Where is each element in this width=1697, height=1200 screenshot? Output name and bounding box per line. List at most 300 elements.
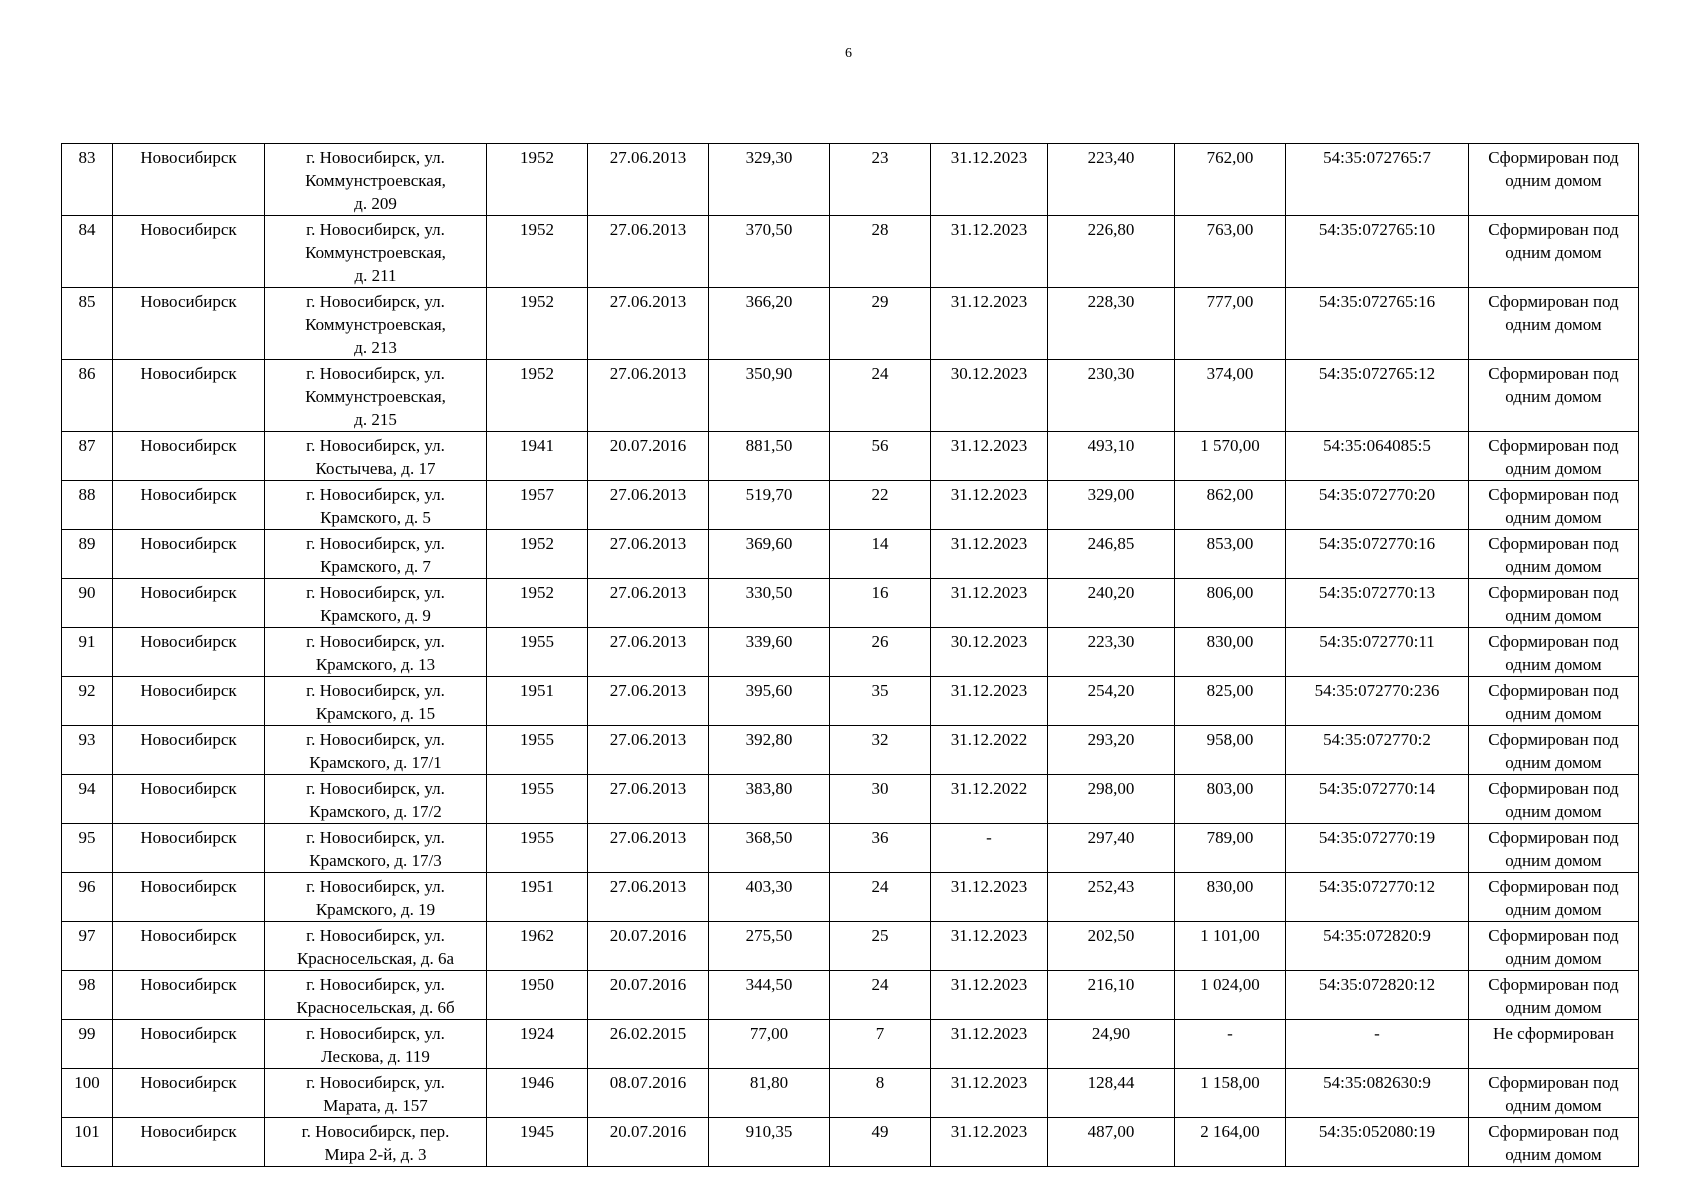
table-row bbox=[62, 922, 1639, 971]
city-cell: Новосибирск bbox=[113, 360, 265, 432]
table-row bbox=[62, 1020, 1639, 1069]
table-row bbox=[62, 873, 1639, 922]
address-cell-line: д. 213 bbox=[354, 338, 397, 357]
cadastral-number-cell: 54:35:082630:9 bbox=[1286, 1069, 1469, 1118]
cadastral-number-cell: 54:35:064085:5 bbox=[1286, 432, 1469, 481]
plot-status-cell-line: Сформирован под bbox=[1488, 364, 1619, 383]
address-cell-line: Лескова, д. 119 bbox=[321, 1047, 430, 1066]
address-cell-line: г. Новосибирск, ул. bbox=[306, 877, 445, 896]
plot-area-cell: - bbox=[1175, 1020, 1286, 1069]
row-number-cell: 101 bbox=[62, 1118, 113, 1167]
address-cell-line: г. Новосибирск, пер. bbox=[301, 1122, 450, 1141]
plot-area-cell: 830,00 bbox=[1175, 628, 1286, 677]
address-cell-line: г. Новосибирск, ул. bbox=[306, 436, 445, 455]
address-cell-line: Крамского, д. 17/3 bbox=[309, 851, 442, 870]
living-area-cell: 252,43 bbox=[1048, 873, 1175, 922]
plot-status-cell-line: одним домом bbox=[1505, 998, 1602, 1017]
plot-area-cell: 806,00 bbox=[1175, 579, 1286, 628]
table-row bbox=[62, 432, 1639, 481]
plot-status-cell bbox=[1469, 922, 1639, 971]
plot-status-cell-line: Сформирован под bbox=[1488, 632, 1619, 651]
plot-status-cell-line: одним домом bbox=[1505, 171, 1602, 190]
city-cell: Новосибирск bbox=[113, 144, 265, 216]
address-cell bbox=[265, 873, 487, 922]
address-cell-line: Коммунстроевская, bbox=[305, 243, 446, 262]
row-number-cell: 93 bbox=[62, 726, 113, 775]
year-cell: 1952 bbox=[487, 216, 588, 288]
plot-status-cell-line: одним домом bbox=[1505, 949, 1602, 968]
address-cell-line: г. Новосибирск, ул. bbox=[306, 632, 445, 651]
plot-status-cell-line: Сформирован под bbox=[1488, 534, 1619, 553]
address-cell-line: д. 209 bbox=[354, 194, 397, 213]
city-cell: Новосибирск bbox=[113, 726, 265, 775]
row-number-cell: 84 bbox=[62, 216, 113, 288]
date-cell: 27.06.2013 bbox=[588, 873, 709, 922]
area-cell: 344,50 bbox=[709, 971, 830, 1020]
address-cell-line: г. Новосибирск, ул. bbox=[306, 975, 445, 994]
city-cell: Новосибирск bbox=[113, 971, 265, 1020]
address-cell-line: г. Новосибирск, ул. bbox=[306, 220, 445, 239]
residents-cell: 32 bbox=[830, 726, 931, 775]
plot-status-cell-line: одним домом bbox=[1505, 606, 1602, 625]
row-number-cell: 90 bbox=[62, 579, 113, 628]
residents-cell: 24 bbox=[830, 360, 931, 432]
year-cell: 1945 bbox=[487, 1118, 588, 1167]
residents-cell: 29 bbox=[830, 288, 931, 360]
plot-status-cell-line: Сформирован под bbox=[1488, 220, 1619, 239]
year-cell: 1962 bbox=[487, 922, 588, 971]
plot-area-cell: 789,00 bbox=[1175, 824, 1286, 873]
living-area-cell: 493,10 bbox=[1048, 432, 1175, 481]
date-cell: 27.06.2013 bbox=[588, 360, 709, 432]
area-cell: 881,50 bbox=[709, 432, 830, 481]
plot-status-cell-line: одним домом bbox=[1505, 1145, 1602, 1164]
living-area-cell: 216,10 bbox=[1048, 971, 1175, 1020]
residents-cell: 7 bbox=[830, 1020, 931, 1069]
row-number-cell: 87 bbox=[62, 432, 113, 481]
plot-area-cell: 853,00 bbox=[1175, 530, 1286, 579]
address-cell bbox=[265, 1069, 487, 1118]
residents-cell: 26 bbox=[830, 628, 931, 677]
date-cell: 26.02.2015 bbox=[588, 1020, 709, 1069]
row-number-cell: 94 bbox=[62, 775, 113, 824]
date-cell: 27.06.2013 bbox=[588, 288, 709, 360]
residents-cell: 8 bbox=[830, 1069, 931, 1118]
area-cell: 910,35 bbox=[709, 1118, 830, 1167]
address-cell-line: Крамского, д. 13 bbox=[315, 655, 436, 674]
row-number-cell: 92 bbox=[62, 677, 113, 726]
plot-status-cell-line: Сформирован под bbox=[1488, 292, 1619, 311]
date-cell: 08.07.2016 bbox=[588, 1069, 709, 1118]
table-row bbox=[62, 288, 1639, 360]
plot-status-cell-line: одним домом bbox=[1505, 655, 1602, 674]
living-area-cell: 298,00 bbox=[1048, 775, 1175, 824]
term-date-cell: 31.12.2023 bbox=[931, 971, 1048, 1020]
address-cell-line: г. Новосибирск, ул. bbox=[306, 534, 445, 553]
address-cell-line: Крамского, д. 19 bbox=[315, 900, 436, 919]
residents-cell: 22 bbox=[830, 481, 931, 530]
plot-status-cell-line: Сформирован под bbox=[1488, 730, 1619, 749]
plot-status-cell-line: Сформирован под bbox=[1488, 877, 1619, 896]
address-cell bbox=[265, 628, 487, 677]
plot-area-cell: 1 101,00 bbox=[1175, 922, 1286, 971]
living-area-cell: 240,20 bbox=[1048, 579, 1175, 628]
address-cell bbox=[265, 144, 487, 216]
city-cell: Новосибирск bbox=[113, 775, 265, 824]
plot-area-cell: 763,00 bbox=[1175, 216, 1286, 288]
row-number-cell: 97 bbox=[62, 922, 113, 971]
cadastral-number-cell: 54:35:072820:12 bbox=[1286, 971, 1469, 1020]
address-cell-line: Красносельская, д. 6а bbox=[296, 949, 455, 968]
table-row bbox=[62, 726, 1639, 775]
cadastral-number-cell: 54:35:072770:19 bbox=[1286, 824, 1469, 873]
plot-status-cell bbox=[1469, 144, 1639, 216]
area-cell: 370,50 bbox=[709, 216, 830, 288]
plot-area-cell: 1 024,00 bbox=[1175, 971, 1286, 1020]
year-cell: 1951 bbox=[487, 677, 588, 726]
address-cell-line: д. 215 bbox=[354, 410, 397, 429]
address-cell-line: Коммунстроевская, bbox=[305, 315, 446, 334]
term-date-cell: 30.12.2023 bbox=[931, 360, 1048, 432]
address-cell-line: г. Новосибирск, ул. bbox=[306, 1073, 445, 1092]
area-cell: 383,80 bbox=[709, 775, 830, 824]
term-date-cell: 31.12.2022 bbox=[931, 726, 1048, 775]
living-area-cell: 329,00 bbox=[1048, 481, 1175, 530]
city-cell: Новосибирск bbox=[113, 432, 265, 481]
plot-status-cell bbox=[1469, 1069, 1639, 1118]
date-cell: 20.07.2016 bbox=[588, 432, 709, 481]
cadastral-number-cell: 54:35:072770:236 bbox=[1286, 677, 1469, 726]
plot-area-cell: 862,00 bbox=[1175, 481, 1286, 530]
plot-area-cell: 803,00 bbox=[1175, 775, 1286, 824]
address-cell-line: Крамского, д. 5 bbox=[320, 508, 431, 527]
address-cell bbox=[265, 481, 487, 530]
date-cell: 27.06.2013 bbox=[588, 824, 709, 873]
row-number-cell: 85 bbox=[62, 288, 113, 360]
term-date-cell: 31.12.2023 bbox=[931, 873, 1048, 922]
plot-status-cell bbox=[1469, 628, 1639, 677]
address-cell bbox=[265, 432, 487, 481]
year-cell: 1946 bbox=[487, 1069, 588, 1118]
area-cell: 81,80 bbox=[709, 1069, 830, 1118]
term-date-cell: 31.12.2023 bbox=[931, 144, 1048, 216]
plot-status-cell bbox=[1469, 726, 1639, 775]
term-date-cell: 31.12.2023 bbox=[931, 677, 1048, 726]
cadastral-number-cell: 54:35:072765:10 bbox=[1286, 216, 1469, 288]
address-cell-line: г. Новосибирск, ул. bbox=[306, 364, 445, 383]
address-cell-line: г. Новосибирск, ул. bbox=[306, 583, 445, 602]
area-cell: 369,60 bbox=[709, 530, 830, 579]
term-date-cell: 31.12.2023 bbox=[931, 432, 1048, 481]
cadastral-number-cell: 54:35:072770:16 bbox=[1286, 530, 1469, 579]
table-row bbox=[62, 971, 1639, 1020]
plot-status-cell-line: Сформирован под bbox=[1488, 1073, 1619, 1092]
plot-area-cell: 958,00 bbox=[1175, 726, 1286, 775]
table-row bbox=[62, 216, 1639, 288]
plot-area-cell: 825,00 bbox=[1175, 677, 1286, 726]
address-cell bbox=[265, 775, 487, 824]
address-cell-line: Мира 2-й, д. 3 bbox=[324, 1145, 427, 1164]
plot-status-cell-line: одним домом bbox=[1505, 1096, 1602, 1115]
table-row bbox=[62, 530, 1639, 579]
table-row bbox=[62, 677, 1639, 726]
row-number-cell: 89 bbox=[62, 530, 113, 579]
residents-cell: 36 bbox=[830, 824, 931, 873]
city-cell: Новосибирск bbox=[113, 628, 265, 677]
term-date-cell: 31.12.2022 bbox=[931, 775, 1048, 824]
plot-area-cell: 1 158,00 bbox=[1175, 1069, 1286, 1118]
plot-status-cell bbox=[1469, 481, 1639, 530]
date-cell: 27.06.2013 bbox=[588, 144, 709, 216]
address-cell bbox=[265, 288, 487, 360]
plot-status-cell-line: одним домом bbox=[1505, 508, 1602, 527]
area-cell: 339,60 bbox=[709, 628, 830, 677]
term-date-cell: 31.12.2023 bbox=[931, 1020, 1048, 1069]
page-number: 6 bbox=[845, 46, 852, 61]
plot-area-cell: 2 164,00 bbox=[1175, 1118, 1286, 1167]
year-cell: 1950 bbox=[487, 971, 588, 1020]
table-row bbox=[62, 579, 1639, 628]
city-cell: Новосибирск bbox=[113, 1020, 265, 1069]
plot-status-cell-line: одним домом bbox=[1505, 900, 1602, 919]
plot-area-cell: 1 570,00 bbox=[1175, 432, 1286, 481]
date-cell: 27.06.2013 bbox=[588, 775, 709, 824]
cadastral-number-cell: 54:35:072820:9 bbox=[1286, 922, 1469, 971]
living-area-cell: 24,90 bbox=[1048, 1020, 1175, 1069]
year-cell: 1952 bbox=[487, 530, 588, 579]
term-date-cell: 31.12.2023 bbox=[931, 1118, 1048, 1167]
living-area-cell: 226,80 bbox=[1048, 216, 1175, 288]
date-cell: 20.07.2016 bbox=[588, 971, 709, 1020]
address-cell-line: Коммунстроевская, bbox=[305, 171, 446, 190]
year-cell: 1955 bbox=[487, 726, 588, 775]
cadastral-number-cell: - bbox=[1286, 1020, 1469, 1069]
address-cell-line: Коммунстроевская, bbox=[305, 387, 446, 406]
plot-status-cell bbox=[1469, 530, 1639, 579]
term-date-cell: - bbox=[931, 824, 1048, 873]
plot-status-cell-line: одним домом bbox=[1505, 851, 1602, 870]
address-cell-line: г. Новосибирск, ул. bbox=[306, 485, 445, 504]
plot-status-cell bbox=[1469, 677, 1639, 726]
plot-status-cell-line: одним домом bbox=[1505, 459, 1602, 478]
date-cell: 27.06.2013 bbox=[588, 481, 709, 530]
plot-status-cell bbox=[1469, 288, 1639, 360]
city-cell: Новосибирск bbox=[113, 216, 265, 288]
living-area-cell: 128,44 bbox=[1048, 1069, 1175, 1118]
cadastral-number-cell: 54:35:052080:19 bbox=[1286, 1118, 1469, 1167]
plot-status-cell-line: Сформирован под bbox=[1488, 926, 1619, 945]
address-cell bbox=[265, 824, 487, 873]
address-cell-line: г. Новосибирск, ул. bbox=[306, 1024, 445, 1043]
housing-registry-table bbox=[61, 143, 1639, 1167]
date-cell: 27.06.2013 bbox=[588, 216, 709, 288]
row-number-cell: 100 bbox=[62, 1069, 113, 1118]
living-area-cell: 223,30 bbox=[1048, 628, 1175, 677]
residents-cell: 14 bbox=[830, 530, 931, 579]
plot-status-cell-line: Сформирован под bbox=[1488, 828, 1619, 847]
living-area-cell: 223,40 bbox=[1048, 144, 1175, 216]
row-number-cell: 95 bbox=[62, 824, 113, 873]
residents-cell: 56 bbox=[830, 432, 931, 481]
row-number-cell: 98 bbox=[62, 971, 113, 1020]
plot-status-cell-line: одним домом bbox=[1505, 704, 1602, 723]
date-cell: 27.06.2013 bbox=[588, 726, 709, 775]
residents-cell: 23 bbox=[830, 144, 931, 216]
plot-status-cell-line: Сформирован под bbox=[1488, 148, 1619, 167]
year-cell: 1941 bbox=[487, 432, 588, 481]
address-cell-line: г. Новосибирск, ул. bbox=[306, 779, 445, 798]
term-date-cell: 31.12.2023 bbox=[931, 530, 1048, 579]
plot-status-cell-line: одним домом bbox=[1505, 315, 1602, 334]
area-cell: 77,00 bbox=[709, 1020, 830, 1069]
cadastral-number-cell: 54:35:072770:20 bbox=[1286, 481, 1469, 530]
living-area-cell: 230,30 bbox=[1048, 360, 1175, 432]
plot-area-cell: 762,00 bbox=[1175, 144, 1286, 216]
plot-status-cell-line: одним домом bbox=[1505, 557, 1602, 576]
plot-status-cell bbox=[1469, 1020, 1639, 1069]
year-cell: 1952 bbox=[487, 579, 588, 628]
address-cell-line: д. 211 bbox=[354, 266, 397, 285]
date-cell: 20.07.2016 bbox=[588, 1118, 709, 1167]
address-cell bbox=[265, 530, 487, 579]
area-cell: 519,70 bbox=[709, 481, 830, 530]
term-date-cell: 31.12.2023 bbox=[931, 922, 1048, 971]
city-cell: Новосибирск bbox=[113, 481, 265, 530]
term-date-cell: 31.12.2023 bbox=[931, 579, 1048, 628]
year-cell: 1952 bbox=[487, 288, 588, 360]
row-number-cell: 91 bbox=[62, 628, 113, 677]
residents-cell: 16 bbox=[830, 579, 931, 628]
plot-status-cell-line: одним домом bbox=[1505, 387, 1602, 406]
plot-status-cell bbox=[1469, 216, 1639, 288]
living-area-cell: 246,85 bbox=[1048, 530, 1175, 579]
city-cell: Новосибирск bbox=[113, 579, 265, 628]
address-cell-line: Красносельская, д. 6б bbox=[296, 998, 455, 1017]
city-cell: Новосибирск bbox=[113, 873, 265, 922]
year-cell: 1955 bbox=[487, 628, 588, 677]
address-cell bbox=[265, 677, 487, 726]
date-cell: 27.06.2013 bbox=[588, 579, 709, 628]
area-cell: 368,50 bbox=[709, 824, 830, 873]
address-cell-line: г. Новосибирск, ул. bbox=[306, 681, 445, 700]
address-cell bbox=[265, 216, 487, 288]
plot-status-cell-line: одним домом bbox=[1505, 802, 1602, 821]
address-cell-line: Крамского, д. 15 bbox=[315, 704, 436, 723]
plot-status-cell bbox=[1469, 579, 1639, 628]
cadastral-number-cell: 54:35:072770:14 bbox=[1286, 775, 1469, 824]
city-cell: Новосибирск bbox=[113, 824, 265, 873]
table-row bbox=[62, 628, 1639, 677]
plot-status-cell-line: Сформирован под bbox=[1488, 583, 1619, 602]
row-number-cell: 99 bbox=[62, 1020, 113, 1069]
area-cell: 329,30 bbox=[709, 144, 830, 216]
address-cell-line: Крамского, д. 17/1 bbox=[309, 753, 442, 772]
table-body bbox=[62, 144, 1639, 1167]
address-cell-line: г. Новосибирск, ул. bbox=[306, 828, 445, 847]
residents-cell: 28 bbox=[830, 216, 931, 288]
year-cell: 1951 bbox=[487, 873, 588, 922]
row-number-cell: 96 bbox=[62, 873, 113, 922]
cadastral-number-cell: 54:35:072765:7 bbox=[1286, 144, 1469, 216]
residents-cell: 24 bbox=[830, 971, 931, 1020]
term-date-cell: 31.12.2023 bbox=[931, 1069, 1048, 1118]
date-cell: 27.06.2013 bbox=[588, 628, 709, 677]
address-cell-line: г. Новосибирск, ул. bbox=[306, 926, 445, 945]
term-date-cell: 31.12.2023 bbox=[931, 216, 1048, 288]
cadastral-number-cell: 54:35:072770:12 bbox=[1286, 873, 1469, 922]
table-row bbox=[62, 1069, 1639, 1118]
city-cell: Новосибирск bbox=[113, 1069, 265, 1118]
address-cell-line: Крамского, д. 17/2 bbox=[309, 802, 442, 821]
area-cell: 403,30 bbox=[709, 873, 830, 922]
plot-status-cell-line: Не сформирован bbox=[1493, 1024, 1614, 1043]
plot-status-cell-line: Сформирован под bbox=[1488, 1122, 1619, 1141]
area-cell: 392,80 bbox=[709, 726, 830, 775]
address-cell bbox=[265, 360, 487, 432]
plot-status-cell-line: Сформирован под bbox=[1488, 975, 1619, 994]
address-cell-line: Крамского, д. 9 bbox=[320, 606, 431, 625]
area-cell: 366,20 bbox=[709, 288, 830, 360]
plot-area-cell: 830,00 bbox=[1175, 873, 1286, 922]
year-cell: 1924 bbox=[487, 1020, 588, 1069]
address-cell bbox=[265, 1020, 487, 1069]
plot-status-cell-line: одним домом bbox=[1505, 243, 1602, 262]
cadastral-number-cell: 54:35:072770:13 bbox=[1286, 579, 1469, 628]
living-area-cell: 487,00 bbox=[1048, 1118, 1175, 1167]
plot-status-cell-line: Сформирован под bbox=[1488, 485, 1619, 504]
residents-cell: 30 bbox=[830, 775, 931, 824]
residents-cell: 24 bbox=[830, 873, 931, 922]
city-cell: Новосибирск bbox=[113, 530, 265, 579]
plot-area-cell: 777,00 bbox=[1175, 288, 1286, 360]
table-row bbox=[62, 360, 1639, 432]
table-row bbox=[62, 824, 1639, 873]
living-area-cell: 202,50 bbox=[1048, 922, 1175, 971]
plot-status-cell-line: Сформирован под bbox=[1488, 681, 1619, 700]
table-row bbox=[62, 481, 1639, 530]
year-cell: 1952 bbox=[487, 360, 588, 432]
plot-status-cell-line: одним домом bbox=[1505, 753, 1602, 772]
area-cell: 350,90 bbox=[709, 360, 830, 432]
term-date-cell: 31.12.2023 bbox=[931, 288, 1048, 360]
address-cell-line: г. Новосибирск, ул. bbox=[306, 730, 445, 749]
living-area-cell: 293,20 bbox=[1048, 726, 1175, 775]
cadastral-number-cell: 54:35:072770:2 bbox=[1286, 726, 1469, 775]
cadastral-number-cell: 54:35:072765:12 bbox=[1286, 360, 1469, 432]
address-cell-line: г. Новосибирск, ул. bbox=[306, 292, 445, 311]
year-cell: 1955 bbox=[487, 824, 588, 873]
table-row bbox=[62, 775, 1639, 824]
city-cell: Новосибирск bbox=[113, 1118, 265, 1167]
area-cell: 275,50 bbox=[709, 922, 830, 971]
date-cell: 27.06.2013 bbox=[588, 530, 709, 579]
term-date-cell: 31.12.2023 bbox=[931, 481, 1048, 530]
residents-cell: 25 bbox=[830, 922, 931, 971]
residents-cell: 49 bbox=[830, 1118, 931, 1167]
address-cell bbox=[265, 726, 487, 775]
year-cell: 1952 bbox=[487, 144, 588, 216]
year-cell: 1955 bbox=[487, 775, 588, 824]
plot-status-cell bbox=[1469, 824, 1639, 873]
plot-status-cell-line: Сформирован под bbox=[1488, 779, 1619, 798]
address-cell-line: Крамского, д. 7 bbox=[320, 557, 431, 576]
area-cell: 395,60 bbox=[709, 677, 830, 726]
term-date-cell: 30.12.2023 bbox=[931, 628, 1048, 677]
plot-status-cell bbox=[1469, 775, 1639, 824]
living-area-cell: 228,30 bbox=[1048, 288, 1175, 360]
area-cell: 330,50 bbox=[709, 579, 830, 628]
address-cell bbox=[265, 922, 487, 971]
